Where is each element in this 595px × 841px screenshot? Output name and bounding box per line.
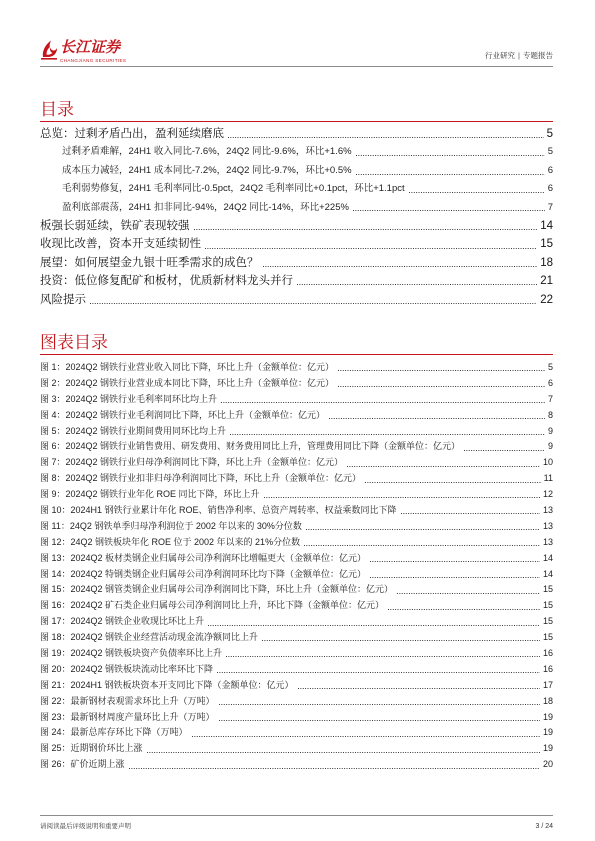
toc-entry-page: 7 xyxy=(547,201,553,213)
logo-text: 长江证券 xyxy=(60,39,121,56)
toc-entry-title: 毛利弱势修复，24H1 毛利率同比-0.5pct，24Q2 毛利率同比+0.1pct，环比+1.1pct xyxy=(62,183,405,195)
toc-section-entry[interactable] xyxy=(40,217,553,235)
figure-entry[interactable] xyxy=(40,567,553,583)
figure-entry[interactable] xyxy=(40,694,553,710)
figure-entry[interactable] xyxy=(40,360,553,376)
footer-disclaimer: 请阅读最后评级说明和重要声明 xyxy=(40,823,131,830)
figure-entry-title: 图 8：2024Q2 钢铁行业扣非归母净利润同比下降，环比上升（金额单位：亿元） xyxy=(40,473,362,484)
dot-leader xyxy=(409,192,545,193)
figure-entry-title: 图 2：2024Q2 钢铁行业营业成本同比下降，环比上升（金额单位：亿元） xyxy=(40,377,335,388)
figure-entry-page: 15 xyxy=(542,584,553,595)
company-logo xyxy=(40,39,126,64)
figure-entry-title: 图 6：2024Q2 钢铁行业销售费用、研发费用、财务费用同比上升，管理费用同比下降（金额单位：亿元） xyxy=(40,441,461,452)
figure-entry-page: 15 xyxy=(542,600,553,611)
toc-section-entry[interactable] xyxy=(40,125,553,143)
figure-entry[interactable] xyxy=(40,535,553,551)
dot-leader xyxy=(347,466,540,467)
logo-wordmark xyxy=(60,39,126,64)
figure-list-title-rule xyxy=(40,354,553,355)
figure-entry-title: 图 5：2024Q2 钢铁行业期间费用同环比均上升 xyxy=(40,425,227,436)
figure-entry-title: 图 3：2024Q2 钢铁行业毛利率同环比均上升 xyxy=(40,393,218,404)
figure-entry-title: 图 13：2024Q2 板材类钢企业归属母公司净利润环比增幅更大（金额单位：亿元） xyxy=(40,552,367,563)
figure-entry-title: 图 20：2024Q2 钢铁板块流动比率环比下降 xyxy=(40,663,214,674)
toc-entry-page: 22 xyxy=(540,293,553,306)
dot-leader xyxy=(370,561,540,562)
figure-entry-title: 图 21：2024H1 钢铁板块资本开支同比下降（金额单位：亿元） xyxy=(40,679,294,690)
figure-entry-page: 13 xyxy=(542,536,553,547)
toc-section-entry[interactable] xyxy=(40,272,553,290)
figure-entry[interactable] xyxy=(40,455,553,471)
report-subtype: 专题报告 xyxy=(523,51,553,60)
toc-entry-title: 收现比改善，资本开支延续韧性 xyxy=(40,238,201,251)
dot-leader xyxy=(338,370,545,371)
dot-leader xyxy=(263,266,538,267)
dot-leader xyxy=(338,386,545,387)
figure-entry-title: 图 22：最新钢材表观需求环比上升（万吨） xyxy=(40,695,215,706)
figure-entry-title: 图 24：最新总库存环比下降（万吨） xyxy=(40,727,188,738)
figure-entry-page: 16 xyxy=(542,648,553,659)
dot-leader xyxy=(298,688,540,689)
toc-subsection-entry[interactable] xyxy=(40,199,553,217)
figure-entry[interactable] xyxy=(40,551,553,567)
dot-leader xyxy=(219,720,540,721)
figure-entry-page: 6 xyxy=(547,377,553,388)
toc-entry-page: 6 xyxy=(547,183,553,195)
figure-entry-title: 图 7：2024Q2 钢铁行业归母净利润同比下降，环比上升（金额单位：亿元） xyxy=(40,457,344,468)
toc-title-rule xyxy=(40,121,553,122)
figure-entry-page: 20 xyxy=(542,759,553,770)
dot-leader xyxy=(226,656,540,657)
figure-entry[interactable] xyxy=(40,376,553,392)
dot-leader xyxy=(356,155,545,156)
figure-entry-page: 9 xyxy=(547,425,553,436)
figure-entry-page: 19 xyxy=(542,727,553,738)
figure-entry[interactable] xyxy=(40,487,553,503)
toc-section-entry[interactable] xyxy=(40,235,553,253)
toc-subsection-entry[interactable] xyxy=(40,143,553,161)
toc-section-entry[interactable] xyxy=(40,254,553,272)
figure-entry-title: 图 9：2024Q2 钢铁行业年化 ROE 同比下降，环比上升 xyxy=(40,489,260,500)
dot-leader xyxy=(192,736,540,737)
dot-leader xyxy=(264,497,540,498)
toc-entry-title: 投资：低位修复配矿和板材，优质新材料龙头并行 xyxy=(40,275,293,288)
figure-entry[interactable] xyxy=(40,662,553,678)
dot-leader xyxy=(401,513,540,514)
figure-entry-page: 14 xyxy=(542,552,553,563)
toc-entry-title: 总览：过剩矛盾凸出，盈利延续磨底 xyxy=(40,128,224,140)
dot-leader xyxy=(304,545,540,546)
figure-entry-title: 图 12：24Q2 钢铁板块年化 ROE 位于 2002 年以来的 21%分位数 xyxy=(40,536,301,547)
dot-leader xyxy=(219,704,540,705)
figure-entry-page: 15 xyxy=(542,632,553,643)
dot-leader xyxy=(388,609,540,610)
figure-entry-title: 图 15：2024Q2 钢管类钢企业归属母公司净利润同比下降，环比上升（金额单位：亿元） xyxy=(40,584,394,595)
logo-subtext: CHANGJIANG SECURITIES xyxy=(60,58,127,63)
report-type: 行业研究 xyxy=(485,51,516,60)
figure-entry[interactable] xyxy=(40,439,553,455)
dot-leader xyxy=(262,640,540,641)
dot-leader xyxy=(356,174,545,175)
figure-entry[interactable] xyxy=(40,614,553,630)
figure-entry-title: 图 17：2024Q2 钢铁企业收现比环比上升 xyxy=(40,616,205,627)
figure-entry-title: 图 14：2024Q2 特钢类钢企业归属母公司净利润同环比均下降（金额单位：亿元） xyxy=(40,568,367,579)
toc-list xyxy=(40,125,553,309)
figure-entry[interactable] xyxy=(40,630,553,646)
toc-entry-page: 5 xyxy=(546,128,553,140)
figure-entry-page: 17 xyxy=(542,679,553,690)
toc-entry-page: 18 xyxy=(540,256,553,269)
figure-entry-page: 15 xyxy=(542,616,553,627)
figure-entry-page: 7 xyxy=(547,393,553,404)
toc-subsection-entry[interactable] xyxy=(40,180,553,198)
figure-entry[interactable] xyxy=(40,503,553,519)
figure-entry-page: 8 xyxy=(547,409,553,420)
dot-leader xyxy=(397,593,540,594)
figure-entry-page: 5 xyxy=(547,362,553,372)
figure-entry-title: 图 26：矿价近期上涨 xyxy=(40,759,125,770)
figure-entry-page: 11 xyxy=(543,473,553,484)
figure-entry[interactable] xyxy=(40,757,553,773)
dot-leader xyxy=(205,248,537,249)
footer-divider xyxy=(40,815,553,816)
toc-entry-page: 14 xyxy=(540,219,553,232)
dot-leader xyxy=(297,284,537,285)
figure-list-title: 图表目录 xyxy=(40,333,108,352)
figure-entry-page: 9 xyxy=(547,441,553,452)
figure-entry[interactable] xyxy=(40,598,553,614)
figure-entry[interactable] xyxy=(40,725,553,741)
header-divider xyxy=(40,66,553,67)
figure-entry-title: 图 16：2024Q2 矿石类企业归属母公司净利润同比上升，环比下降（金额单位：亿元） xyxy=(40,600,385,611)
figure-entry-title: 图 11：24Q2 钢铁单季归母净利润位于 2002 年以来的 30%分位数 xyxy=(40,520,302,531)
category-separator: | xyxy=(518,51,520,60)
dot-leader xyxy=(208,625,540,626)
figure-entry[interactable] xyxy=(40,582,553,598)
toc-subsection-entry[interactable] xyxy=(40,162,553,180)
dot-leader xyxy=(217,672,540,673)
dot-leader xyxy=(464,450,545,451)
toc-entry-page: 21 xyxy=(540,275,553,288)
toc-section-entry[interactable] xyxy=(40,291,553,309)
toc-entry-page: 6 xyxy=(547,164,553,176)
changjiang-logo-icon xyxy=(40,39,58,60)
figure-entry-page: 14 xyxy=(542,568,553,579)
figure-entry[interactable] xyxy=(40,424,553,440)
figure-entry-title: 图 1：2024Q2 钢铁行业营业收入同比下降，环比上升（金额单位：亿元） xyxy=(40,362,335,372)
dot-leader xyxy=(147,752,540,753)
figure-entry-page: 19 xyxy=(542,711,553,722)
toc-entry-page: 5 xyxy=(547,146,553,158)
figure-entry-page: 13 xyxy=(542,520,553,531)
toc-entry-page: 15 xyxy=(540,238,553,251)
dot-leader xyxy=(228,137,544,138)
dot-leader xyxy=(306,529,540,530)
figure-entry-page: 19 xyxy=(542,743,553,754)
toc-entry-title: 盈利底部震荡，24H1 扣非同比-94%，24Q2 同比-14%，环比+225% xyxy=(62,201,349,213)
figure-entry-title: 图 4：2024Q2 钢铁行业毛利润同比下降，环比上升（金额单位：亿元） xyxy=(40,409,326,420)
dot-leader xyxy=(194,229,538,230)
dot-leader xyxy=(221,402,545,403)
figure-entry-page: 16 xyxy=(542,663,553,674)
dot-leader xyxy=(329,418,545,419)
figure-entry-page: 13 xyxy=(542,505,553,516)
figure-entry-title: 图 18：2024Q2 钢铁企业经营活动现金流净额同比上升 xyxy=(40,632,259,643)
toc-entry-title: 过剩矛盾难解，24H1 收入同比-7.6%，24Q2 同比-9.6%，环比+1.6% xyxy=(62,146,352,158)
figure-entry[interactable] xyxy=(40,710,553,726)
figure-entry-title: 图 25：近期钢价环比上涨 xyxy=(40,743,143,754)
toc-entry-title: 展望：如何展望金九银十旺季需求的成色？ xyxy=(40,256,259,269)
toc-entry-title: 成本压力减轻，24H1 成本同比-7.2%，24Q2 同比-9.7%，环比+0.5% xyxy=(62,164,352,176)
figure-entry[interactable] xyxy=(40,519,553,535)
figure-entry-page: 10 xyxy=(542,457,553,468)
figure-entry[interactable] xyxy=(40,392,553,408)
figure-entry[interactable] xyxy=(40,646,553,662)
dot-leader xyxy=(365,482,541,483)
figure-entry-title: 图 10：2024H1 钢铁行业累计年化 ROE、销售净利率、总资产周转率、权益乘数同比下降 xyxy=(40,505,397,516)
dot-leader xyxy=(129,768,540,769)
dot-leader xyxy=(230,434,545,435)
dot-leader xyxy=(90,303,537,304)
figure-entry-page: 18 xyxy=(542,695,553,706)
toc-title: 目录 xyxy=(40,100,74,119)
figure-entry-title: 图 19：2024Q2 钢铁板块资产负债率环比上升 xyxy=(40,648,223,659)
dot-leader xyxy=(353,210,545,211)
figure-entry-page: 12 xyxy=(542,489,553,500)
page-number: 3 / 24 xyxy=(535,823,553,830)
figure-entry[interactable] xyxy=(40,408,553,424)
toc-entry-title: 风险提示 xyxy=(40,293,86,306)
figure-list xyxy=(40,360,553,773)
figure-entry[interactable] xyxy=(40,741,553,757)
figure-entry-title: 图 23：最新钢材周度产量环比上升（万吨） xyxy=(40,711,215,722)
dot-leader xyxy=(370,577,540,578)
figure-entry[interactable] xyxy=(40,678,553,694)
figure-entry[interactable] xyxy=(40,471,553,487)
toc-entry-title: 板强长弱延续，铁矿表现较强 xyxy=(40,219,190,232)
report-category xyxy=(485,51,553,61)
